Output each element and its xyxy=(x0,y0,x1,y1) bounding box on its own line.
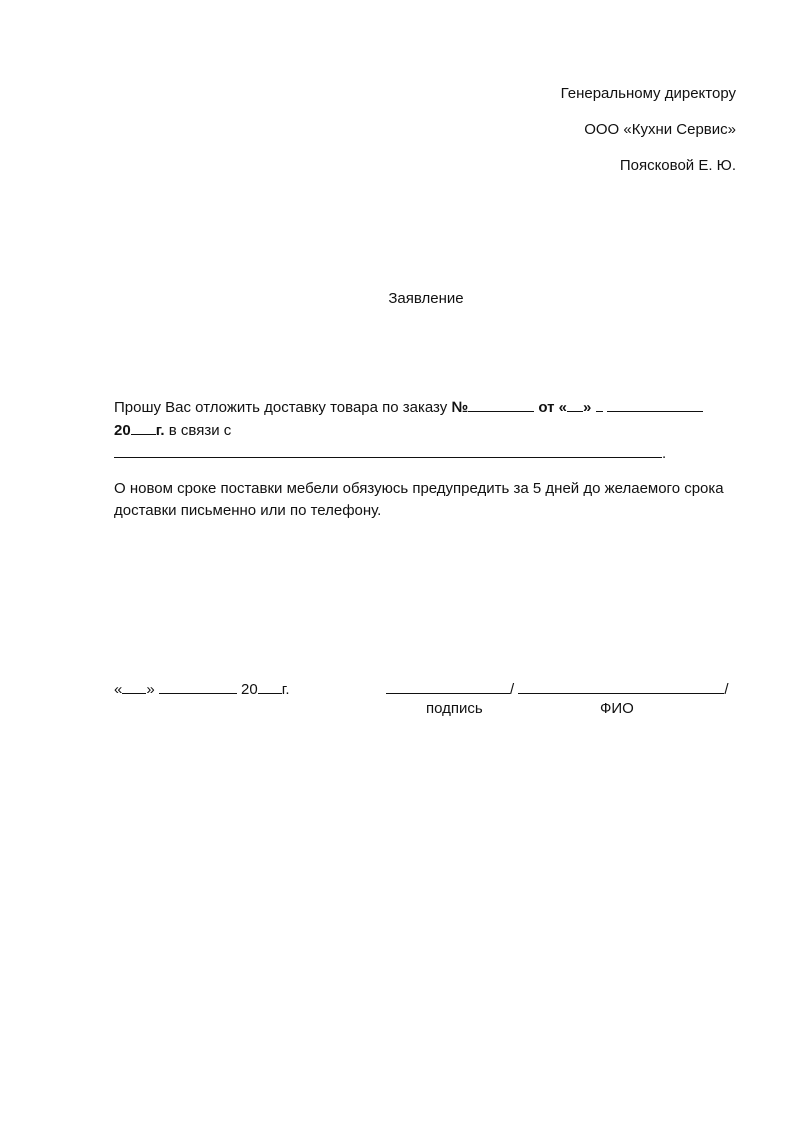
day-open-quote: « xyxy=(558,399,567,416)
date-year-blank[interactable] xyxy=(258,679,282,694)
signature-fields xyxy=(386,679,729,701)
from-label: от xyxy=(538,399,555,416)
commitment-line-1: О новом сроке поставки мебели обязуюсь предупредить за 5 дней до желаемого срока xyxy=(114,480,724,497)
fio-blank[interactable] xyxy=(518,679,724,694)
signature-caption: подпись xyxy=(426,700,483,717)
addressee-block xyxy=(561,76,736,184)
commitment-line-2: доставки письменно или по телефону. xyxy=(114,502,382,519)
commitment-paragraph xyxy=(114,478,724,522)
addressee-company: ООО «Кухни Сервис» xyxy=(584,121,736,138)
request-line-3 xyxy=(114,443,714,465)
date-close-quote: » xyxy=(146,681,155,698)
signature-slash-2: / xyxy=(724,681,729,698)
fio-caption: ФИО xyxy=(600,700,634,717)
document-title: Заявление xyxy=(388,290,464,307)
date-open-quote: « xyxy=(114,681,123,698)
signature-row xyxy=(114,679,744,701)
date-day-blank[interactable] xyxy=(122,679,146,694)
date-month-blank[interactable] xyxy=(159,679,237,694)
number-sign: № xyxy=(451,399,469,416)
day-close-quote: » xyxy=(583,399,592,416)
order-year-blank[interactable] xyxy=(131,420,156,435)
addressee-name: Поясковой Е. Ю. xyxy=(619,157,736,174)
date-year-prefix: 20 xyxy=(241,681,258,698)
order-number-blank[interactable] xyxy=(468,397,534,412)
order-month-blank[interactable] xyxy=(607,397,703,412)
date-year-suffix: г. xyxy=(281,681,290,698)
reason-label: в связи с xyxy=(164,422,232,439)
reason-end-dot: . xyxy=(662,445,667,462)
date-field xyxy=(114,679,290,701)
request-line-2 xyxy=(114,420,714,442)
reason-blank[interactable] xyxy=(114,443,662,458)
signature-blank[interactable] xyxy=(386,679,510,694)
order-month-separator xyxy=(596,397,603,412)
signature-slash-1: / xyxy=(510,681,515,698)
addressee-position: Генеральному директору xyxy=(560,85,736,102)
order-year-prefix: 20 xyxy=(114,422,131,439)
order-year-suffix: г. xyxy=(155,422,165,439)
request-line-1 xyxy=(114,397,714,419)
request-text: Прошу Вас отложить доставку товара по заказу xyxy=(114,399,452,416)
order-day-blank[interactable] xyxy=(567,397,583,412)
